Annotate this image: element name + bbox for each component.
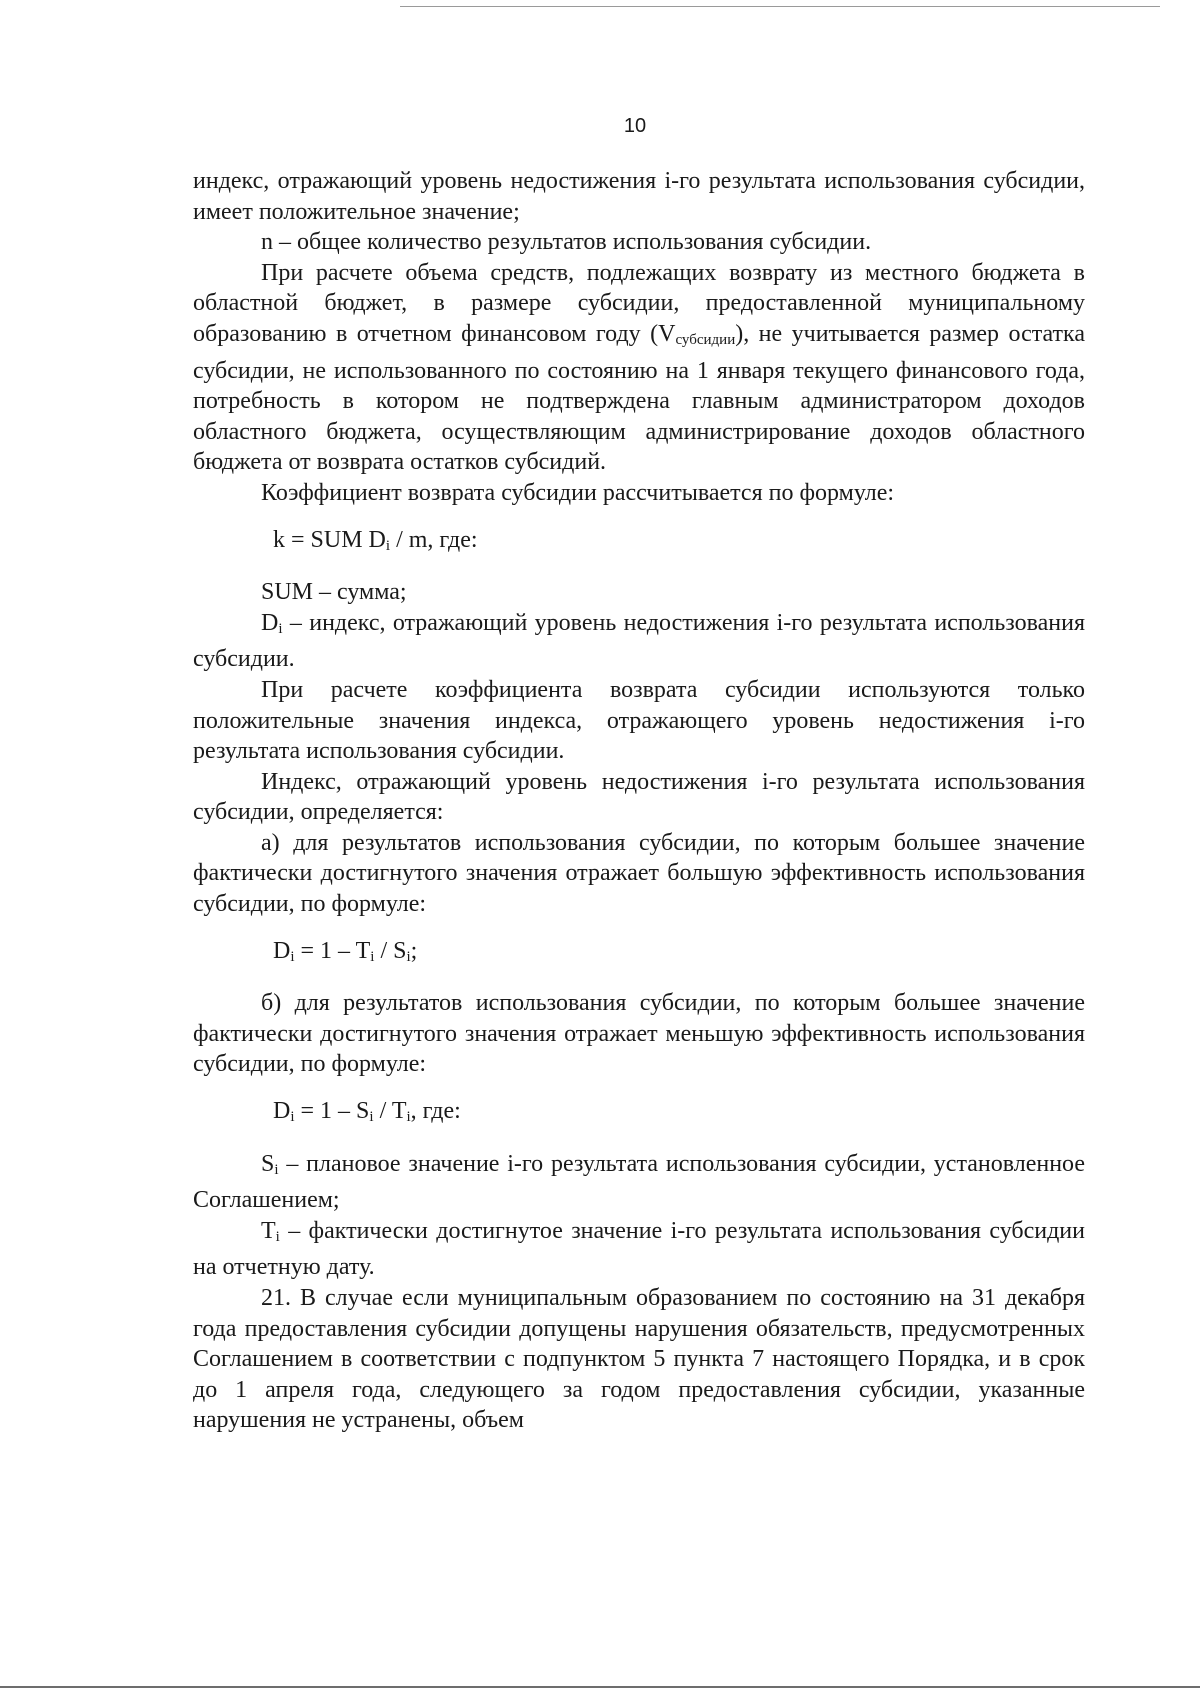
paragraph-index-determined: Индекс, отражающий уровень недостижения i-го результата использования субсидии, определяется: — [193, 768, 1085, 826]
scan-edge-top — [400, 6, 1160, 7]
paragraph-n-definition: n – общее количество результатов использования субсидии. — [261, 229, 872, 256]
paragraph-case-a: а) для результатов использования субсидии, по которым большее значение фактически достигнутого значения отражает большую эффективность использования субсидии, по формуле: — [193, 829, 1085, 918]
definition-sum: SUM – сумма; — [261, 579, 407, 606]
definition-ti: $T_i$ – фактически достигнутое значение i-го результата использования субсидии на отчетную дату. — [193, 1217, 1085, 1281]
definition-di: $D_i$ – индекс, отражающий уровень недостижения i-го результата использования субсидии. — [193, 609, 1085, 673]
formula-di-a: $D_i = 1 - T_i / S_i$; — [273, 937, 418, 965]
document-body — [193, 166, 1085, 1436]
formula-k: k = SUM $D_i$ / m, где: — [273, 526, 478, 554]
paragraph-coefficient-intro: Коэффициент возврата субсидии рассчитывается по формуле: — [261, 479, 895, 506]
definition-si: $S_i$ – плановое значение i-го результата использования субсидии, установленное Соглашением; — [193, 1150, 1085, 1214]
paragraph-case-b: б) для результатов использования субсидии, по которым большее значение фактически достигнутого значения отражает меньшую эффективность использования субсидии, по формуле: — [193, 990, 1085, 1078]
paragraph-21: 21. В случае если муниципальным образованием по состоянию на 31 декабря года предоставления субсидии допущены нарушения обязательств, предусмотренных Соглашением в соответствии с подпунктом 5 пункта 7 настоящего Порядка, и в срок до 1 апреля года, следующего за годом предоставления субсидии, указанные нарушения не устранены, объем — [193, 1285, 1085, 1434]
formula-di-b: $D_i = 1 - S_i / T_i$, где: — [273, 1098, 461, 1126]
page-number: 10 — [623, 115, 647, 137]
scan-edge-bottom — [0, 1686, 1200, 1688]
paragraph-refund-volume: При расчете объема средств, подлежащих возврату из местного бюджета в областной бюджет, в размере субсидии, предоставленной муниципальному образованию в отчетном финансовом году $(V_{субсидии})$, не учитывается размер остатка субсидии, не использованного по состоянию на 1 января текущего финансового года, потребность в котором не подтверждена главным администратором доходов областного бюджета, осуществляющим администрирование доходов областного бюджета от возврата остатков субсидий. — [193, 259, 1085, 476]
paragraph-continuation: индекс, отражающий уровень недостижения i-го результата использования субсидии, имеет положительное значение; — [193, 168, 1085, 225]
paragraph-positive-values: При расчете коэффициента возврата субсидии используются только положительные значения индекса, отражающего уровень недостижения i-го результата использования субсидии. — [193, 676, 1085, 765]
